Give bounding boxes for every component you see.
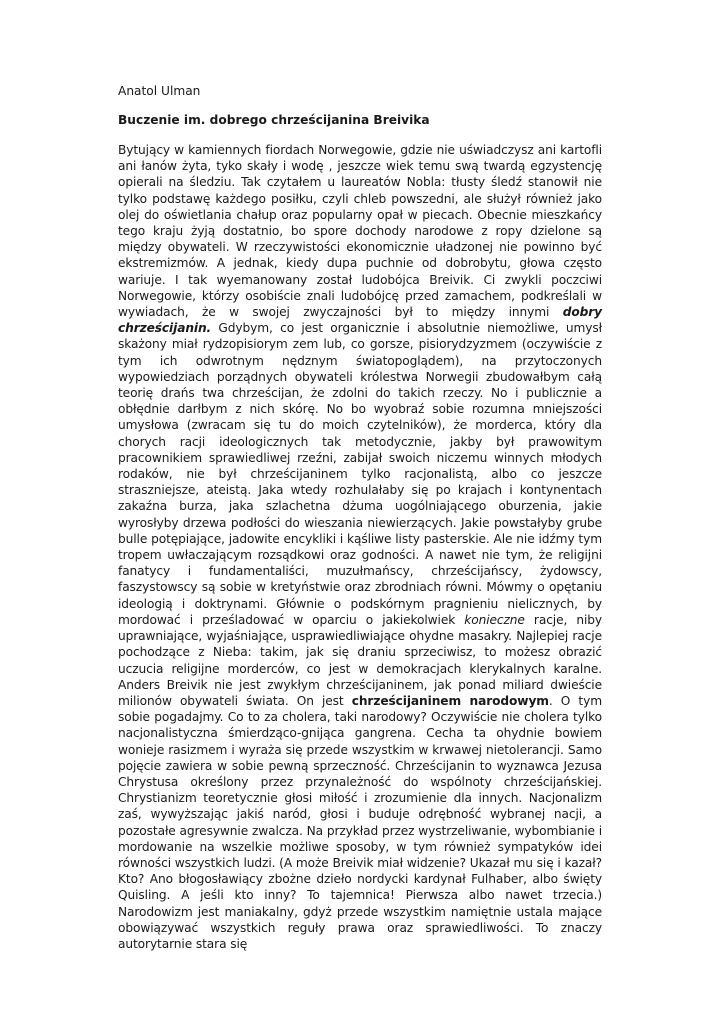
- emphasis-national-christian: chrześcijaninem narodowym: [351, 693, 549, 708]
- document-page: [118, 82, 602, 952]
- body-text-segment: . O tym sobie pogadajmy. Co to za cholera, taki narodowy? Oczywiście nie cholera tylko nacjonalistyczna śmierdząco-gnijąca gangrena. Cecha ta ohydnie bowiem wonieje rasizmem i wyraża się przede wszystkim w krwawej nietolerancji. Samo pojęcie zawiera w sobie pewną sprzeczność. Chrześcijanin to wyznawca Jezusa Chrystusa określony przez przynależność do wspólnoty chrześcijańskiej. Chrystianizm teoretycznie głosi miłość i zrozumienie dla innych. Nacjonalizm zaś, wywyższając jakiś naród, głosi i buduje odrębność wybranej nacji, a pozostałe agresywnie zwalcza. Na przykład przez wystrzeliwanie, wybombianie i mordowanie na wszelkie możliwe sposoby, w tym również sympatyków idei równości wszystkich ludzi. (A może Breivik miał widzenie? Ukazał mu się i kazał? Kto? Ano błogosławiący zbożne dzieło nordycki kardynał Fulhaber, albo święty Quisling. A jeśli kto inny? To tajemnica! Pierwsza albo nawet trzecia.) Narodowizm jest maniakalny, gdyż przede wszystkim namiętnie ustala mające obowiązywać wszystkich reguły prawa oraz sprawiedliwości. To znaczy autorytarnie stara się: [118, 693, 602, 951]
- emphasis-good-christian: dobry chrześcijanin.: [118, 305, 602, 336]
- body-text-segment: Gdybym, co jest organicznie i absolutnie niemożliwe, umysł skażony miał rydzopisiorym zem lub, co gorsze, pisiorydzyzmem (oczywiście z tym ich odwrotnym nędznym światopoglądem), na przytoczonych wypowiedziach porządnych obywateli królestwa Norwegii zbudowałbym całą teorię drańs twa chrześcijan, że zdolni do takich rzeczy. No i publicznie a obłędnie darłbym z nich skórę. No bo wyobraź sobie rozumna mniejszości umysłowa (zwracam się tu do moich czytelników), że morderca, który dla chorych racji ideologicznych tak metodycznie, jakby był prawowitym pracownikiem sprawiedliwej rzeźni, zabijał swoich niczemu winnych młodych rodaków, nie był chrześcijaninem tylko racjonalistą, albo co jeszcze straszniejsze, ateistą. Jaka wtedy rozhulałaby się po krajach i kontynentach zakaźna burza, jaka szlachetna dżuma uogólniającego oburzenia, jakie wyrosłyby drzewa podłości do wieszania niewierzących. Jakie powstałyby grube bulle potępiające, jadowite encykliki i kąśliwe listy pasterskie. Ale nie idźmy tym tropem uwłaczającym rozsądkowi oraz godności. A nawet nie tym, że religijni fanatycy i fundamentaliści, muzułmańscy, chrześcijańscy, żydowscy, faszystowscy są sobie w kretyństwie oraz zbrodniach równi. Mówmy o opętaniu ideologią i doktrynami. Głównie o podskórnym pragnieniu nielicznych, by mordować i prześladować w oparciu o jakiekolwiek: [118, 321, 602, 627]
- emphasis-necessary: konieczne: [464, 612, 525, 627]
- author-name: Anatol Ulman: [118, 84, 201, 98]
- article-title: Buczenie im. dobrego chrześcijanina Breivika: [118, 113, 430, 127]
- body-text-segment: Bytujący w kamiennych fiordach Norwegowie, gdzie nie uświadczysz ani kartofli ani łanów żyta, tyko skały i wodę , jeszcze wiek temu swą twardą egzystencję opierali na śledziu. Tak czytałem u laureatów Nobla: tłusty śledź stanowił nie tylko podstawę każdego posiłku, czyli chleb powszedni, ale służył również jako olej do oświetlania chałup oraz popularny opał w piecach. Obecnie mieszkańcy tego kraju żyją dostatnio, bo spore dochody narodowe z ropy dzielone są między obywateli. W rzeczywistości ekonomicznie uładzonej nie powinno być ekstremizmów. A jednak, kiedy dupa puchnie od dobrobytu, głowa często wariuje. I tak wyemanowany został ludobójca Breivik. Ci zwykli poczciwi Norwegowie, którzy osobiście znali ludobójcę przed zamachem, podkreślali w wywiadach, że w swojej zwyczajności był to między innymi: [118, 143, 602, 320]
- article-body: [118, 142, 602, 952]
- body-text-segment: racje, niby uprawniające, wyjaśniające, usprawiedliwiające ohydne masakry. Najlepiej racje pochodzące z Nieba: takim, jak się draniu sprzeciwisz, to możesz obrazić uczucia religijne morderców, co jest w demokracjach klerykalnych karalne. Anders Breivik nie jest zwykłym chrześcijaninem, jak ponad miliard dwieście milionów obywateli świata. On jest: [118, 612, 603, 708]
